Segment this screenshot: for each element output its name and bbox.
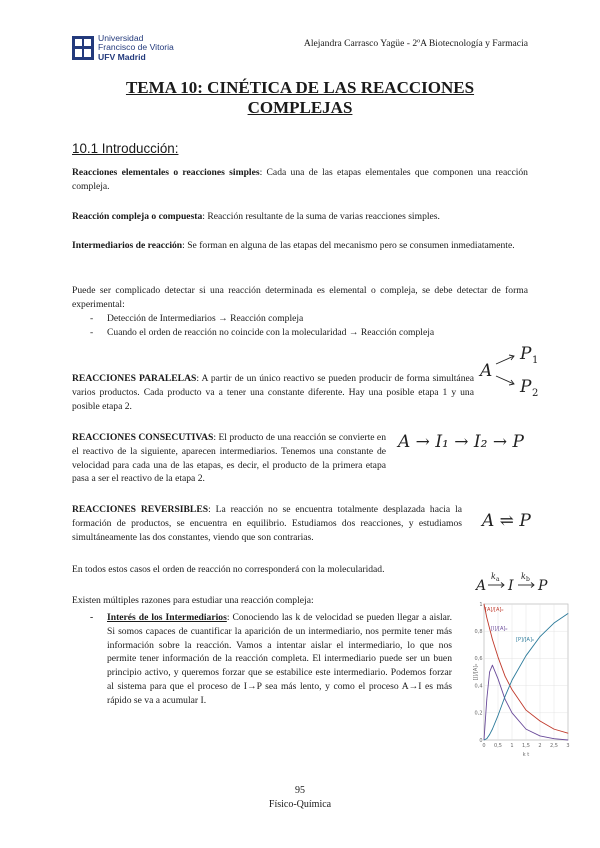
series-point [540,636,541,637]
series-point [526,655,527,656]
title-line-1: TEMA 10: CINÉTICA DE LAS REACCIONES [125,78,475,97]
eq-k2: k [521,572,526,581]
term-intermediates: Intermediarios de reacción [72,240,183,251]
logo-line-3: UFV Madrid [98,51,146,62]
x-tick-label: 3 [566,743,570,749]
series-point [505,676,506,677]
term-intermediates-interest: Interés de los Intermediarios [107,612,227,623]
eq-parallel-P2: P [520,377,532,397]
series-point [498,715,499,716]
paragraph-simple-reactions [72,166,528,194]
eq-k1-sub: a [496,576,500,583]
series-point [498,657,499,658]
series-point [492,665,493,666]
text-consecutive: : El producto de una reacción se convierte en el reactivo de la siguiente, aparecen intermediarios. Tenemos una constante de velocidad para cada una de las etapas, es decir, el producto de la primera etapa pasa a ser el reactivo de la etapa 2. [72,432,386,485]
eq-k-A: A [476,578,487,594]
x-tick-label: 0 [482,743,486,749]
term-consecutive: REACCIONES CONSECUTIVAS [72,432,214,443]
x-tick-label: 1 [510,743,514,749]
series-point [484,740,485,741]
header-author: Alejandra Carrasco Yagüe - 2ºA Biotecnología y Farmacia [303,38,528,49]
logo-line-1: Universidad [98,32,144,43]
series-point [512,712,513,713]
eq-k2-sub: b [526,576,530,583]
series-point [512,680,513,681]
label-I: [I]/[A]₀ [491,626,508,632]
term-parallel: REACCIONES PARALELAS [72,373,197,384]
logo-text [98,34,174,62]
x-tick-label: 2,5 [550,743,558,749]
series-point [540,721,541,722]
paragraph-all-cases: En todos estos casos el orden de reacción no corresponderá con la molecularidad. [72,564,385,575]
paragraph-intermediates [72,239,528,253]
list-item: - Detección de Intermediarios → Reacción compleja [90,312,528,326]
title-line-2: COMPLEJAS [247,98,353,117]
text-complex: : Reacción resultante de la suma de varias reacciones simples. [202,211,440,222]
series-point [498,678,499,679]
footer-subject: Físico-Química [268,799,332,810]
series-point [568,733,569,734]
eq-parallel-P1-sub: 1 [532,355,539,366]
list-item-text: Detección de Intermediarios → Reacción compleja [107,313,304,324]
series-point [554,729,555,730]
page-title [72,78,528,118]
x-tick-label: 1,5 [522,743,530,749]
eq-parallel-A: A [480,361,493,381]
series-point [526,710,527,711]
eq-parallel-P2-sub: 2 [532,388,539,399]
series-point [505,699,506,700]
concentration-graph [472,600,572,758]
y-tick-label: 0 [479,737,483,744]
label-P: [P]/[A]₀ [516,637,534,643]
series-point [486,617,487,618]
series-point [489,734,490,735]
series-point [568,740,569,741]
series-point [484,604,485,605]
term-reversible: REACCIONES REVERSIBLES [72,504,209,515]
list-item: - Cuando el orden de reacción no coincide con la molecularidad → Reacción compleja [90,326,456,340]
y-tick-label: 0,6 [474,656,483,663]
series-point [486,699,487,700]
y-tick-label: 1 [479,601,483,608]
series-point [489,672,490,673]
logo-emblem-icon [72,36,94,60]
series-point [512,689,513,690]
list-item-text: Cuando el orden de reacción no coincide con la molecularidad → Reacción compleja [107,327,435,338]
series-point [489,628,490,629]
parallel-reaction-equation [478,342,558,400]
consecutive-equation: A → I₁ → I₂ → P [398,432,524,452]
text-simple: : Cada una de las etapas elementales que componen una reacción compleja. [72,167,528,192]
university-logo [72,31,177,65]
text-parallel: : A partir de un único reactivo se pueden producir de forma simultánea varios productos. Cada producto va a tener una constante diferente. Hay una posible etapa 1 y una posible etapa 2. [72,373,475,412]
graph-x-label: k t [522,752,530,758]
y-tick-label: 0,2 [474,710,483,717]
paragraph-consecutive [72,431,386,486]
page-number: 95 [295,785,305,796]
term-complex: Reacción compleja o compuesta [72,211,203,222]
eq-parallel-P1: P [520,344,532,364]
x-tick-label: 0,5 [494,743,502,749]
series-point [554,623,555,624]
paragraph-parallel [72,372,474,413]
y-tick-label: 0,4 [474,683,483,690]
text-intermediates: : Se forman en alguna de las etapas del mecanismo pero se consumen inmediatamente. [182,240,515,251]
logo-line-2: Francisco de Vitoria [98,42,174,53]
series-point [505,696,506,697]
list-item: - Interés de los Intermediarios: Conociendo las k de velocidad se pueden llegar a aislar. Si somos capaces de cuantificar la aparición de un intermediario, nos permite tener más información sobre la reacción. Vamos a intentar aislar el intermediario, lo que nos permite tener información de la reacción completa. El intermediario puede ser un buen principio activo, y queremos forzar que se estabilice este intermediario. Podemos forzar al sistema para que el proceso de I→P sea más lento, y como el proceso A→I es más rápido se va a acumular I. [90,612,452,706]
series-point [526,729,527,730]
paragraph-reasons: Existen múltiples razones para estudiar una reacción compleja: [72,595,314,606]
paragraph-reversible [72,503,462,544]
paragraph-detect: Puede ser complicado detectar si una reacción determinada es elemental o compleja, se debe detectar de forma experimental: [72,285,528,310]
reversible-equation: A ⇌ P [482,511,531,531]
series-point [492,639,493,640]
eq-k-I: I [508,578,514,594]
graph-y-label: [J]/[A]₀ [473,663,479,681]
series-point [492,729,493,730]
series-point [568,613,569,614]
term-simple: Reacciones elementales o reacciones simples [72,167,260,178]
text-reversible: : La reacción no se encuentra totalmente desplazada hacia la formación de productos, se encuentra en equilibrio. Estudiamos dos reacciones, y estudiamos simultáneamente las dos constantes, viendo que son contrarias. [72,504,462,543]
paragraph-complex-reaction [72,210,528,224]
text-intermediates-interest: : Conociendo las k de velocidad se pueden llegar a aislar. Si somos capaces de cuantificar la aparición de un intermediario, nos permite tener más información sobre la reacción. Vamos a intentar aislar el intermediario, lo que nos permite tener información de la reacción completa. El intermediario puede ser un buen principio activo, y queremos forzar que se estabilice este intermediario. Podemos forzar al sistema para que el proceso de I→P sea más lento, y como el proceso A→I es más rápido se va a acumular I. [107,612,452,706]
y-tick-label: 0,8 [474,629,483,635]
series-point [554,738,555,739]
list-item-text [107,611,452,708]
section-heading: 10.1 Introducción: [72,141,179,156]
k-chain-equation [474,570,570,596]
series-point [486,738,487,739]
eq-k1: k [491,572,496,581]
series-point [540,736,541,737]
x-tick-label: 2 [538,743,542,749]
eq-k-P: P [538,578,548,594]
label-A: [A]/[A]₀ [485,607,504,613]
